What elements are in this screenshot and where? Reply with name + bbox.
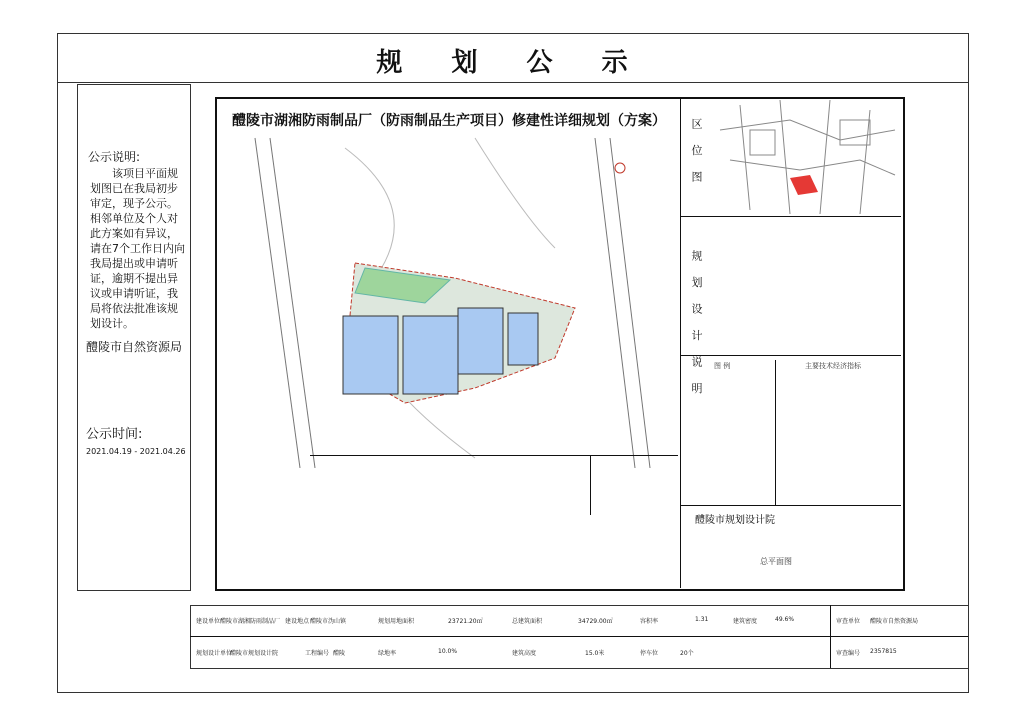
footer-cell: 醴陵市规划设计院 [230,650,279,657]
drawing-name: 总平面图 [760,557,792,566]
panel-divider [680,216,901,217]
design-label: 规 划 设 计 说 明 [690,250,703,400]
notice-time-value: 2021.04.19 - 2021.04.26 [86,447,186,456]
notice-time-label: 公示时间: [86,427,143,442]
footer-cell: 建筑高度 [512,650,537,657]
footer-cell: 2357815 [870,648,897,655]
divider [57,82,969,83]
location-map [710,100,898,214]
table-divider [830,605,831,668]
footer-cell: 23721.20㎡ [448,618,483,625]
footer-cell: 醴陵市沩山镇 [310,618,347,625]
page-title: 规 划 公 示 [376,48,648,78]
panel-divider [680,97,681,588]
footer-cell: 绿地率 [378,650,397,657]
footer-cell: 建筑密度 [733,618,758,625]
footer-cell: 醴陵市自然资源局 [870,618,919,625]
notice-heading: 公示说明: [88,150,141,164]
footer-cell: 醴陵 [333,650,346,657]
section-divider [310,455,678,456]
board-title: 醴陵市湖湘防雨制品厂（防雨制品生产项目）修建性详细规划（方案） [232,113,666,129]
site-plan [225,128,675,468]
panel-divider [680,355,901,356]
panel-divider [775,360,776,505]
footer-cell: 总建筑面积 [512,618,543,625]
footer-cell: 审查编号 [836,650,861,657]
footer-cell: 停车位 [640,650,659,657]
footer-cell: 规划设计单位 [196,650,233,657]
site-marker [790,175,818,195]
footer-cell: 建设地点 [285,618,310,625]
legend-label: 图 例 [714,362,731,370]
footer-cell: 建设单位 [196,618,221,625]
indicator-label: 主要技术经济指标 [805,362,861,370]
footer-cell: 15.0米 [585,650,605,657]
footer-cell: 20个 [680,650,694,657]
panel-divider [680,505,901,506]
location-label: 区 位 图 [690,118,703,188]
notice-authority: 醴陵市自然资源局 [86,340,183,354]
footer-cell: 工程编号 [305,650,330,657]
footer-cell: 10.0% [438,648,458,655]
footer-cell: 49.6% [775,616,795,623]
footer-cell: 审查单位 [836,618,861,625]
institute-name: 醴陵市规划设计院 [695,515,775,526]
info-table [190,605,969,669]
footer-cell: 34729.00㎡ [578,618,613,625]
footer-cell: 规划用地面积 [378,618,415,625]
footer-cell: 醴陵市湖湘防雨制品厂 [220,618,281,625]
table-divider [190,636,968,637]
footer-cell: 容积率 [640,618,659,625]
section-divider [590,455,591,515]
footer-cell: 1.31 [695,616,709,623]
notice-body: 该项目平面规划图已在我局初步审定，现予公示。相邻单位及个人对此方案如有异议，请在7个工作日内向我局提出或申请听证，逾期不提出异议或申请听证，我局将依法批准该规划设计。 [90,167,185,330]
